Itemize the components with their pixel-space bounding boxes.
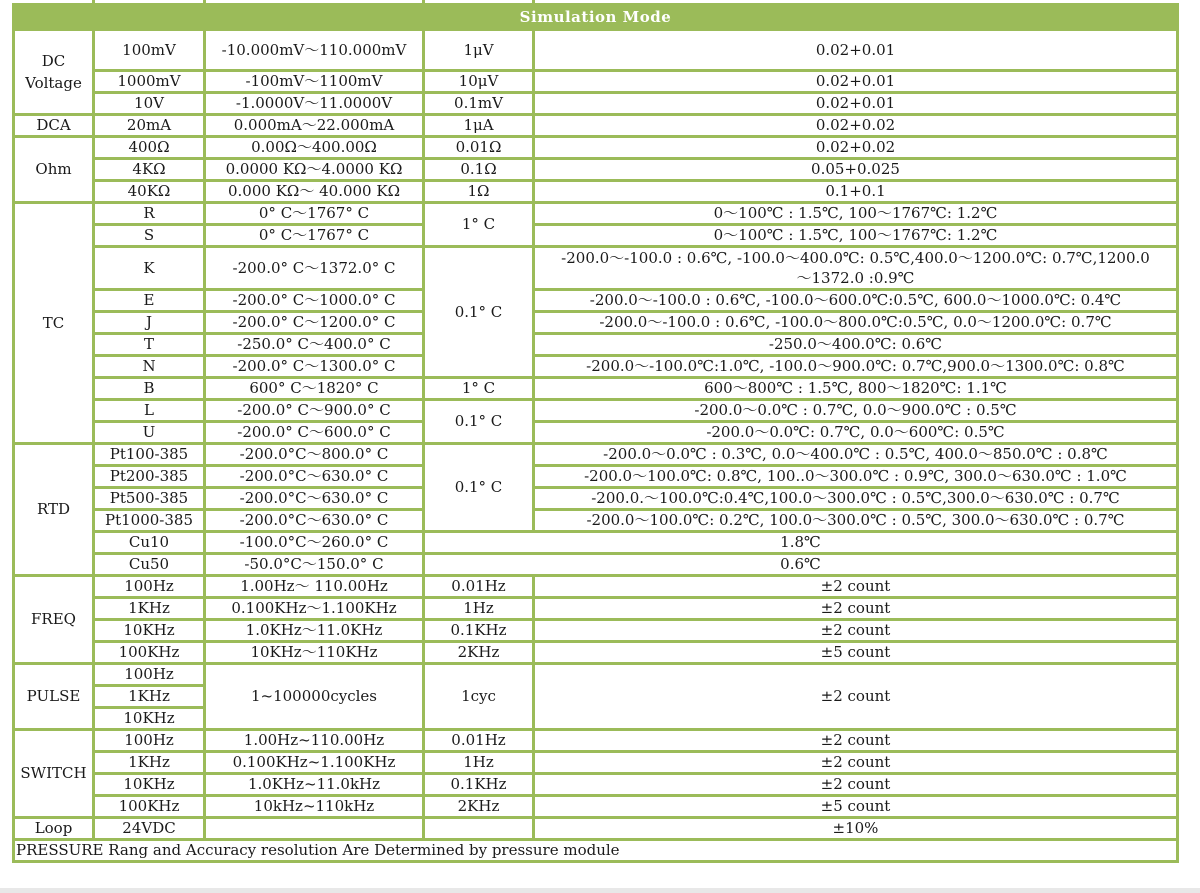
range-cell: 4KΩ <box>94 159 205 181</box>
category-dca: DCA <box>14 115 94 137</box>
accuracy-cell: ±2 count <box>534 664 1178 730</box>
range-cell: 100KHz <box>94 642 205 664</box>
table-title: Simulation Mode <box>14 5 1178 30</box>
table-row <box>14 356 1178 378</box>
accuracy-cell: -200.0～-100.0 : 0.6℃, -100.0～600.0℃:0.5℃, 600.0～1000.0℃: 0.4℃ <box>534 290 1178 312</box>
accuracy-cell: ±10% <box>534 818 1178 840</box>
type-cell: S <box>94 225 205 247</box>
resolution-cell: 0.01Ω <box>424 137 534 159</box>
span-cell: -1.0000V～11.0000V <box>205 93 424 115</box>
resolution-cell: 0.1° C <box>424 247 534 378</box>
type-cell: K <box>94 247 205 290</box>
table-row <box>14 510 1178 532</box>
span-cell: -200.0° C～1372.0° C <box>205 247 424 290</box>
resolution-cell: 0.1Ω <box>424 159 534 181</box>
accuracy-cell: -200.0～0.0℃: 0.7℃, 0.0～600℃: 0.5℃ <box>534 422 1178 444</box>
type-cell: Cu10 <box>94 532 205 554</box>
type-cell: R <box>94 203 205 225</box>
accuracy-cell: -200.0～0.0℃ : 0.7℃, 0.0～900.0℃ : 0.5℃ <box>534 400 1178 422</box>
resolution-cell: 0.1mV <box>424 93 534 115</box>
span-cell: -100.0°C～260.0° C <box>205 532 424 554</box>
span-cell: 0° C～1767° C <box>205 203 424 225</box>
resolution-cell: 1Ω <box>424 181 534 203</box>
table-row <box>14 400 1178 422</box>
resolution-cell: 0.01Hz <box>424 576 534 598</box>
span-cell: -50.0°C～150.0° C <box>205 554 424 576</box>
table-row <box>14 30 1178 71</box>
table-row <box>14 774 1178 796</box>
span-cell: -200.0° C～1000.0° C <box>205 290 424 312</box>
category-switch: SWITCH <box>14 730 94 818</box>
accuracy-cell: -200.0～0.0℃ : 0.3℃, 0.0～400.0℃ : 0.5℃, 400.0～850.0℃ : 0.8℃ <box>534 444 1178 466</box>
type-cell: E <box>94 290 205 312</box>
accuracy-cell: -200.0～100.0℃: 0.2℃, 100.0～300.0℃ : 0.5℃, 300.0～630.0℃ : 0.7℃ <box>534 510 1178 532</box>
type-cell: J <box>94 312 205 334</box>
span-cell: 10KHz～110KHz <box>205 642 424 664</box>
category-freq: FREQ <box>14 576 94 664</box>
table-row <box>14 532 1178 554</box>
type-cell: Pt500-385 <box>94 488 205 510</box>
table-row <box>14 290 1178 312</box>
range-cell: 40KΩ <box>94 181 205 203</box>
span-cell: -10.000mV～110.000mV <box>205 30 424 71</box>
type-cell: Pt200-385 <box>94 466 205 488</box>
table-row <box>14 598 1178 620</box>
span-cell: -200.0°C～800.0° C <box>205 444 424 466</box>
span-cell: -200.0° C～600.0° C <box>205 422 424 444</box>
range-cell: 1000mV <box>94 71 205 93</box>
range-cell: 1KHz <box>94 686 205 708</box>
accuracy-cell: ±2 count <box>534 730 1178 752</box>
span-cell: -200.0° C～1300.0° C <box>205 356 424 378</box>
accuracy-cell: 0.02+0.02 <box>534 137 1178 159</box>
resolution-cell: 10μV <box>424 71 534 93</box>
page-bottom-edge <box>0 888 1200 893</box>
range-cell: 100Hz <box>94 730 205 752</box>
table-row <box>14 93 1178 115</box>
category-label: DC <box>41 52 66 70</box>
category-rtd: RTD <box>14 444 94 576</box>
span-cell: 0.0000 KΩ～4.0000 KΩ <box>205 159 424 181</box>
table-row <box>14 137 1178 159</box>
span-cell: 1~100000cycles <box>205 664 424 730</box>
table-row <box>14 620 1178 642</box>
range-cell: 24VDC <box>94 818 205 840</box>
resolution-cell: 0.1KHz <box>424 620 534 642</box>
span-cell: 1.0KHz~11.0kHz <box>205 774 424 796</box>
resolution-cell: 1° C <box>424 378 534 400</box>
span-cell: 1.0KHz～11.0KHz <box>205 620 424 642</box>
range-cell: 1KHz <box>94 752 205 774</box>
category-label: Voltage <box>25 74 82 92</box>
table-row <box>14 115 1178 137</box>
type-cell: Pt100-385 <box>94 444 205 466</box>
table-row <box>14 71 1178 93</box>
accuracy-cell: 0.05+0.025 <box>534 159 1178 181</box>
resolution-cell: 0.1° C <box>424 444 534 532</box>
accuracy-cell: 0.02+0.01 <box>534 30 1178 71</box>
accuracy-cell: ±2 count <box>534 774 1178 796</box>
table-row <box>14 466 1178 488</box>
resolution-cell: 1μA <box>424 115 534 137</box>
accuracy-cell: -200.0～100.0℃: 0.8℃, 100..0～300.0℃ : 0.9℃, 300.0～630.0℃ : 1.0℃ <box>534 466 1178 488</box>
table-row <box>14 378 1178 400</box>
span-cell: 0.000mA～22.000mA <box>205 115 424 137</box>
accuracy-cell: 0～100℃ : 1.5℃, 100～1767℃: 1.2℃ <box>534 203 1178 225</box>
accuracy-cell: 0.6℃ <box>424 554 1178 576</box>
range-cell: 10KHz <box>94 774 205 796</box>
type-cell: T <box>94 334 205 356</box>
resolution-cell: 1Hz <box>424 598 534 620</box>
type-cell: B <box>94 378 205 400</box>
span-cell: 0.100KHz～1.100KHz <box>205 598 424 620</box>
span-cell: -200.0°C～630.0° C <box>205 510 424 532</box>
span-cell: 10kHz~110kHz <box>205 796 424 818</box>
accuracy-cell: ±2 count <box>534 598 1178 620</box>
range-cell: 400Ω <box>94 137 205 159</box>
resolution-cell: 0.1° C <box>424 400 534 444</box>
span-cell: -100mV～1100mV <box>205 71 424 93</box>
range-cell: 1KHz <box>94 598 205 620</box>
footnote: PRESSURE Rang and Accuracy resolution Are Determined by pressure module <box>14 840 1178 862</box>
resolution-cell: 1μV <box>424 30 534 71</box>
table-row <box>14 444 1178 466</box>
span-cell: 1.00Hz～ 110.00Hz <box>205 576 424 598</box>
span-cell: -200.0°C～630.0° C <box>205 466 424 488</box>
range-cell: 100mV <box>94 30 205 71</box>
table-row <box>14 642 1178 664</box>
range-cell: 100Hz <box>94 664 205 686</box>
accuracy-cell: 0～100℃ : 1.5℃, 100～1767℃: 1.2℃ <box>534 225 1178 247</box>
table-row <box>14 159 1178 181</box>
spec-table-wrapper <box>12 0 1176 863</box>
resolution-cell: 1cyc <box>424 664 534 730</box>
accuracy-cell: ±2 count <box>534 752 1178 774</box>
type-cell: N <box>94 356 205 378</box>
accuracy-cell: 1.8℃ <box>424 532 1178 554</box>
resolution-cell: 2KHz <box>424 796 534 818</box>
span-cell: 0° C～1767° C <box>205 225 424 247</box>
resolution-cell: 0.1KHz <box>424 774 534 796</box>
type-cell: Cu50 <box>94 554 205 576</box>
category-tc: TC <box>14 203 94 444</box>
table-row <box>14 730 1178 752</box>
span-cell <box>205 818 424 840</box>
table-row <box>14 796 1178 818</box>
table-row <box>14 247 1178 290</box>
accuracy-cell: 0.02+0.01 <box>534 93 1178 115</box>
category-dc-voltage <box>14 30 94 115</box>
type-cell: U <box>94 422 205 444</box>
range-cell: 10V <box>94 93 205 115</box>
range-cell: 20mA <box>94 115 205 137</box>
table-row <box>14 334 1178 356</box>
resolution-cell: 1° C <box>424 203 534 247</box>
range-cell: 10KHz <box>94 620 205 642</box>
table-row <box>14 818 1178 840</box>
table-row <box>14 554 1178 576</box>
table-row <box>14 576 1178 598</box>
accuracy-cell: 0.02+0.01 <box>534 71 1178 93</box>
accuracy-cell: -250.0～400.0℃: 0.6℃ <box>534 334 1178 356</box>
accuracy-cell: -200.0～-100.0 : 0.6℃, -100.0～800.0℃:0.5℃, 0.0～1200.0℃: 0.7℃ <box>534 312 1178 334</box>
span-cell: -200.0° C～900.0° C <box>205 400 424 422</box>
table-row <box>14 312 1178 334</box>
table-row <box>14 181 1178 203</box>
accuracy-cell: ±2 count <box>534 620 1178 642</box>
span-cell: -200.0°C～630.0° C <box>205 488 424 510</box>
span-cell: 600° C～1820° C <box>205 378 424 400</box>
span-cell: 1.00Hz~110.00Hz <box>205 730 424 752</box>
range-cell: 100KHz <box>94 796 205 818</box>
table-header-row <box>14 5 1178 30</box>
accuracy-cell: 0.02+0.02 <box>534 115 1178 137</box>
simulation-spec-table <box>12 0 1179 863</box>
resolution-cell <box>424 818 534 840</box>
table-row <box>14 752 1178 774</box>
type-cell: L <box>94 400 205 422</box>
span-cell: 0.00Ω～400.00Ω <box>205 137 424 159</box>
table-row <box>14 488 1178 510</box>
table-row <box>14 422 1178 444</box>
table-row <box>14 203 1178 225</box>
category-ohm: Ohm <box>14 137 94 203</box>
span-cell: 0.000 KΩ～ 40.000 KΩ <box>205 181 424 203</box>
table-row <box>14 664 1178 686</box>
category-pulse: PULSE <box>14 664 94 730</box>
type-cell: Pt1000-385 <box>94 510 205 532</box>
resolution-cell: 0.01Hz <box>424 730 534 752</box>
resolution-cell: 2KHz <box>424 642 534 664</box>
accuracy-cell: ±5 count <box>534 642 1178 664</box>
range-cell: 100Hz <box>94 576 205 598</box>
accuracy-cell: ±5 count <box>534 796 1178 818</box>
accuracy-cell: 600～800℃ : 1.5℃, 800～1820℃: 1.1℃ <box>534 378 1178 400</box>
resolution-cell: 1Hz <box>424 752 534 774</box>
accuracy-cell: -200.0～-100.0℃:1.0℃, -100.0～900.0℃: 0.7℃,900.0～1300.0℃: 0.8℃ <box>534 356 1178 378</box>
range-cell: 10KHz <box>94 708 205 730</box>
span-cell: -250.0° C～400.0° C <box>205 334 424 356</box>
accuracy-cell: 0.1+0.1 <box>534 181 1178 203</box>
table-row <box>14 840 1178 862</box>
category-loop: Loop <box>14 818 94 840</box>
span-cell: -200.0° C～1200.0° C <box>205 312 424 334</box>
accuracy-cell: -200.0.～100.0℃:0.4℃,100.0～300.0℃ : 0.5℃,300.0～630.0℃ : 0.7℃ <box>534 488 1178 510</box>
accuracy-cell: -200.0～-100.0 : 0.6℃, -100.0～400.0℃: 0.5℃,400.0～1200.0℃: 0.7℃,1200.0～1372.0 :0.9℃ <box>534 247 1178 290</box>
accuracy-cell: ±2 count <box>534 576 1178 598</box>
table-row <box>14 225 1178 247</box>
span-cell: 0.100KHz~1.100KHz <box>205 752 424 774</box>
